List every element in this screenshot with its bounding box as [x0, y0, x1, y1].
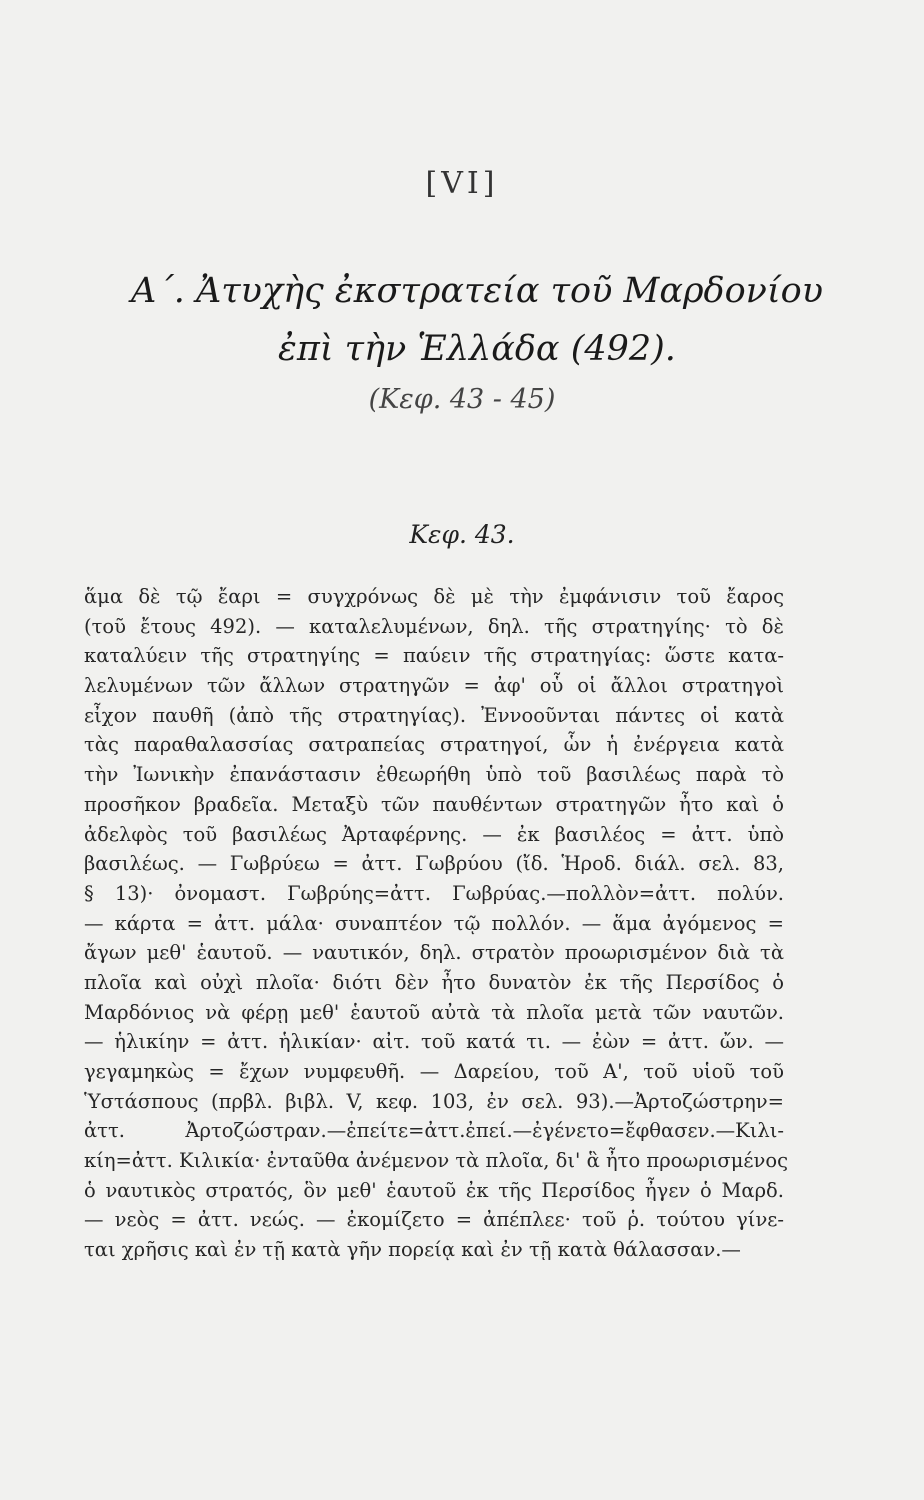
title-line-2: ἐπὶ τὴν Ἑλλάδα (492). [278, 329, 676, 369]
section-number: [VI] [425, 166, 499, 201]
title-line-1: Α΄. Ἀτυχὴς ἐκστρατεία τοῦ Μαρδονίου [130, 271, 824, 311]
text-line: ται χρῆσις καὶ ἐν τῇ κατὰ γῆν πορείᾳ καὶ ἐν τῇ κατὰ θάλασσαν.— [84, 1238, 741, 1262]
text-line: λελυμένων τῶν ἄλλων στρατηγῶν = ἀφ' οὗ οἱ ἄλλοι στρατηγοὶ [84, 674, 784, 698]
text-line: — κάρτα = ἀττ. μάλα· συναπτέον τῷ πολλόν. — ἅμα ἀγόμενος = [84, 911, 784, 935]
text-line: — νεὸς = ἀττ. νεώς. — ἐκομίζετο = ἀπέπλεε· τοῦ ῥ. τούτου γίνε- [84, 1208, 784, 1232]
text-line: προσῆκον βραδεῖα. Μεταξὺ τῶν παυθέντων στρατηγῶν ἦτο καὶ ὁ [84, 792, 784, 816]
chapter-title [0, 262, 924, 378]
text-line: (τοῦ ἔτους 492). — καταλελυμένων, δηλ. τῆς στρατηγίης· τὸ δὲ [84, 614, 784, 638]
text-line: τὴν Ἰωνικὴν ἐπανάστασιν ἐθεωρήθη ὑπὸ τοῦ βασιλέως παρὰ τὸ [84, 763, 784, 787]
commentary-text [84, 582, 789, 1265]
text-line: ἅμα δὲ τῷ ἔαρι = συγχρόνως δὲ μὲ τὴν ἐμφάνισιν τοῦ ἔαρος [84, 585, 784, 608]
text-line: βασιλέως. — Γωβρύεω = ἀττ. Γωβρύου (ἴδ. Ἡροδ. διάλ. σελ. 83, [84, 852, 784, 876]
text-line: ἀττ. Ἀρτοζώστραν.—ἐπείτε=ἀττ.ἐπεί.—ἐγένετο=ἔφθασεν.—Κιλι- [84, 1119, 784, 1143]
text-line: πλοῖα καὶ οὐχὶ πλοῖα· διότι δὲν ἦτο δυνατὸν ἐκ τῆς Περσίδος ὁ [84, 970, 784, 994]
chapter-range: (Κεφ. 43 - 45) [368, 384, 556, 415]
chapter-heading: Κεφ. 43. [409, 520, 515, 549]
text-line: Μαρδόνιος νὰ φέρῃ μεθ' ἑαυτοῦ αὐτὰ τὰ πλοῖα μετὰ τῶν ναυτῶν. [84, 1000, 784, 1024]
text-line: εἶχον παυθῆ (ἀπὸ τῆς στρατηγίας). Ἐννοοῦνται πάντες οἱ κατὰ [84, 703, 784, 727]
text-line: τὰς παραθαλασσίας σατραπείας στρατηγοί, ὧν ἡ ἐνέργεια κατὰ [84, 733, 784, 757]
text-line: ὁ ναυτικὸς στρατός, ὃν μεθ' ἑαυτοῦ ἐκ τῆς Περσίδος ἦγεν ὁ Μαρδ. [84, 1178, 784, 1202]
text-line: ἄγων μεθ' ἑαυτοῦ. — ναυτικόν, δηλ. στρατὸν προωρισμένον διὰ τὰ [84, 941, 784, 965]
text-line: κίη=ἀττ. Κιλικία· ἐνταῦθα ἀνέμενον τὰ πλοῖα, δι' ἃ ἦτο προωρισμένος [84, 1149, 789, 1173]
text-line: ἀδελφὸς τοῦ βασιλέως Ἀρταφέρνης. — ἐκ βασιλέος = ἀττ. ὑπὸ [84, 822, 784, 846]
text-line: γεγαμηκὼς = ἔχων νυμφευθῆ. — Δαρείου, τοῦ Α', τοῦ υἱοῦ τοῦ [84, 1060, 784, 1083]
text-line: § 13)· ὀνομαστ. Γωβρύης=ἀττ. Γωβρύας.—πολλὸν=ἀττ. πολύν. [84, 881, 784, 905]
text-line: — ἡλικίην = ἀττ. ἡλικίαν· αἰτ. τοῦ κατά τι. — ἐὼν = ἀττ. ὤν. — [84, 1030, 784, 1054]
text-line: καταλύειν τῆς στρατηγίης = παύειν τῆς στρατηγίας: ὥστε κατα- [84, 644, 784, 668]
text-line: Ὑστάσπους (πρβλ. βιβλ. V, κεφ. 103, ἐν σελ. 93).—Ἀρτοζώστρην= [84, 1089, 784, 1113]
